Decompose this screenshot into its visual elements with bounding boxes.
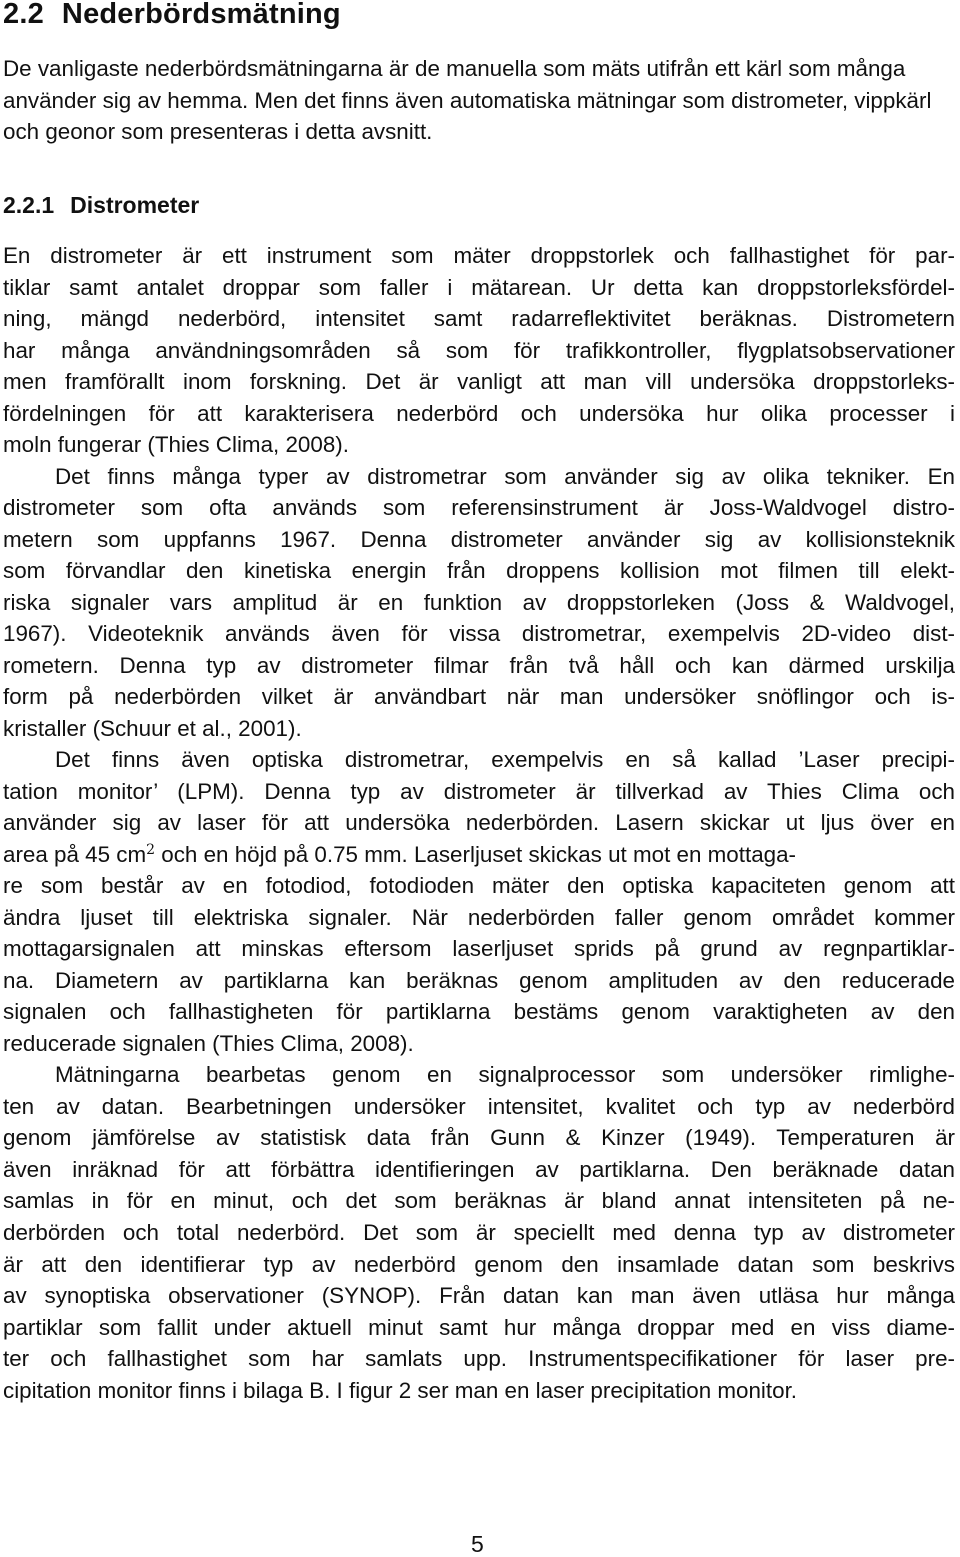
section-title: Nederbördsmätning — [61, 0, 341, 30]
body-line: na. Diametern av partiklarna kan beräknas genom amplituden av den reducerade — [3, 967, 955, 993]
body-line: fördelningen för att karakterisera nederbörd och undersöka hur olika processer i — [3, 400, 955, 426]
body-line: har många användningsområden så som för trafikkontroller, flygplatsobservationer — [3, 337, 955, 363]
body-line: reducerade signalen (Thies Clima, 2008). — [3, 1030, 414, 1056]
body-line: Det finns även optiska distrometrar, exempelvis en så kallad ’Laser precipi- — [55, 747, 955, 773]
body-line: moln fungerar (Thies Clima, 2008). — [3, 432, 349, 458]
body-line: även inräknad för att förbättra identifieringen av partiklarna. Den beräknade datan — [3, 1156, 955, 1182]
body-line-area — [3, 839, 955, 871]
subsection-title: Distrometer — [70, 192, 200, 218]
body-line: är att den identifierar typ av nederbörd genom den insamlade datan som beskrivs — [3, 1251, 955, 1277]
area-text: area på 45 cm — [3, 841, 147, 867]
body-line: 1967). Videoteknik används även för vissa distrometrar, exempelvis 2D-video dist- — [3, 621, 955, 647]
body-line: som förvandlar den kinetiska energin från droppens kollision mot filmen till elekt- — [3, 558, 955, 584]
body-line: Mätningarna bearbetas genom en signalprocessor som undersöker rimlighe- — [55, 1062, 955, 1088]
section-intro-paragraph: De vanligaste nederbördsmätningarna är de manuella som mäts utifrån ett kärl som många använder sig av hemma. Men det finns även automatiska mätningar som distrometer, vippkärl och geonor som presenteras i detta avsnitt. — [3, 56, 932, 145]
body-line: men framförallt inom forskning. Det är vanligt att man vill undersöka droppstorleks- — [3, 369, 955, 395]
body-line: mottagarsignalen att minskas eftersom laserljuset sprids på grund av regnpartiklar- — [3, 936, 955, 962]
body-line: ter och fallhastighet som har samlats upp. Instrumentspecifikationer för laser pre- — [3, 1346, 955, 1372]
subsection-body — [3, 240, 955, 1406]
body-line: partiklar som fallit under aktuell minut samt hur många droppar med en viss diame- — [3, 1314, 955, 1340]
body-line: rometern. Denna typ av distrometer filmar från två håll och kan därmed urskilja — [3, 652, 955, 678]
page-number: 5 — [471, 1531, 484, 1557]
area-text-after: och en höjd på 0.75 mm. Laserljuset skickas ut mot en mottaga- — [155, 841, 797, 867]
body-line: kristaller (Schuur et al., 2001). — [3, 715, 302, 741]
section-heading — [3, 0, 341, 31]
body-line: samlas in för en minut, och det som beräknas är bland annat intensiteten på ne- — [3, 1188, 955, 1214]
subsection-heading — [3, 190, 199, 220]
body-line: ning, mängd nederbörd, intensitet samt radarreflektivitet beräknas. Distrometern — [3, 306, 955, 332]
body-line: Det finns många typer av distrometrar som använder sig av olika tekniker. En — [55, 463, 955, 489]
body-line: riska signaler vars amplitud är en funktion av droppstorleken (Joss & Waldvogel, — [3, 589, 955, 615]
body-line: distrometer som ofta används som referensinstrument är Joss-Waldvogel distro- — [3, 495, 955, 521]
body-line: av synoptiska observationer (SYNOP). Från datan kan man även utläsa hur många — [3, 1283, 955, 1309]
body-line: ten av datan. Bearbetningen undersöker intensitet, kvalitet och typ av nederbörd — [3, 1093, 955, 1119]
body-line: använder sig av laser för att undersöka nederbörden. Lasern skickar ut ljus över en — [3, 810, 955, 836]
subsection-number: 2.2.1 — [3, 192, 55, 218]
body-line: signalen och fallhastigheten för partiklarna bestäms genom varaktigheten av den — [3, 999, 955, 1025]
area-superscript: 2 — [146, 841, 156, 858]
body-line: genom jämförelse av statistisk data från Gunn & Kinzer (1949). Temperaturen är — [3, 1125, 955, 1151]
body-line: metern som uppfanns 1967. Denna distrometer använder sig av kollisionsteknik — [3, 526, 955, 552]
body-line: form på nederbörden vilket är användbart när man undersöker snöflingor och is- — [3, 684, 955, 710]
body-line: tiklar samt antalet droppar som faller i mätarean. Ur detta kan droppstorleksfördel- — [3, 274, 955, 300]
body-line: ändra ljuset till elektriska signaler. När nederbörden faller genom området kommer — [3, 904, 955, 930]
section-number: 2.2 — [3, 0, 44, 30]
body-line: En distrometer är ett instrument som mäter droppstorlek och fallhastighet för par- — [3, 243, 955, 268]
body-line: cipitation monitor finns i bilaga B. I figur 2 ser man en laser precipitation monitor. — [3, 1377, 798, 1403]
body-line: tation monitor’ (LPM). Denna typ av distrometer är tillverkad av Thies Clima och — [3, 778, 955, 804]
body-line: re som består av en fotodiod, fotodioden mäter den optiska kapaciteten genom att — [3, 873, 955, 899]
body-line: derbörden och total nederbörd. Det som är speciellt med denna typ av distrometer — [3, 1219, 955, 1245]
